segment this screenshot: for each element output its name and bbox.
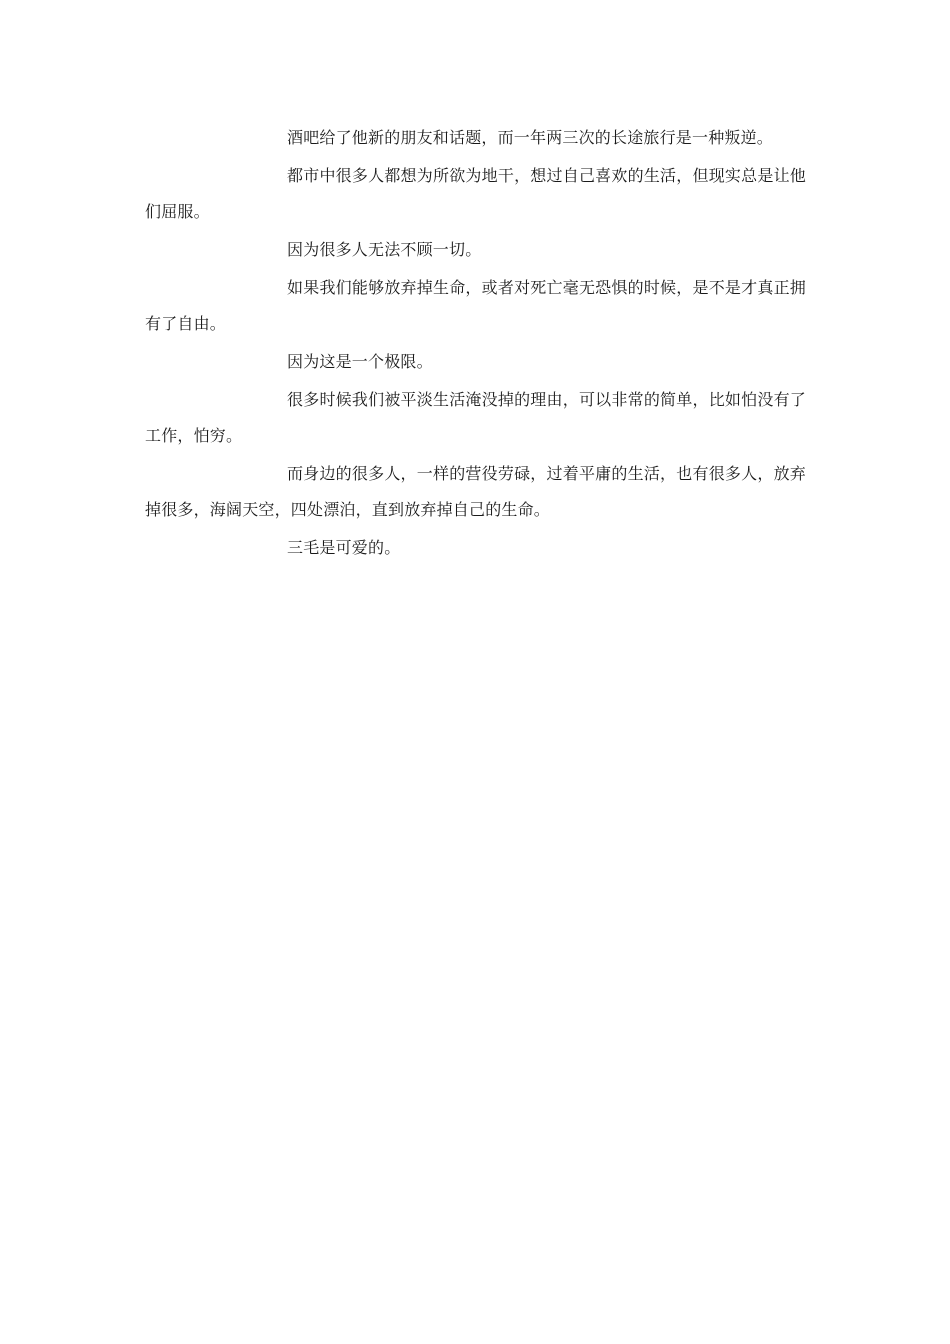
paragraph-6: 很多时候我们被平淡生活淹没掉的理由，可以非常的简单，比如怕没有了工作，怕穷。 [145,390,806,445]
paragraph-8: 三毛是可爱的。 [287,538,401,557]
paragraph-5: 因为这是一个极限。 [287,352,433,371]
paragraph-2: 都市中很多人都想为所欲为地干，想过自己喜欢的生活，但现实总是让他们屈服。 [145,166,806,221]
paragraph-4: 如果我们能够放弃掉生命，或者对死亡毫无恐惧的时候，是不是才真正拥有了自由。 [145,278,806,333]
paragraph-7: 而身边的很多人，一样的营役劳碌，过着平庸的生活，也有很多人，放弃掉很多，海阔天空，四处漂泊，直到放弃掉自己的生命。 [145,464,806,519]
document-body [145,120,806,568]
paragraph-3: 因为很多人无法不顾一切。 [287,240,482,259]
paragraph-1: 酒吧给了他新的朋友和话题，而一年两三次的长途旅行是一种叛逆。 [287,128,774,147]
